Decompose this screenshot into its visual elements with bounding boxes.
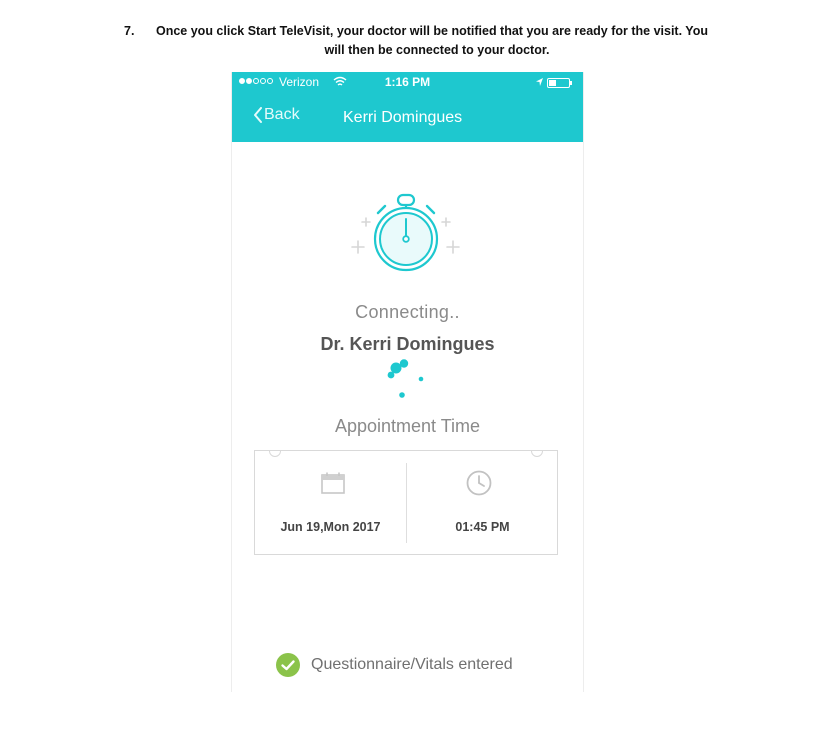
questionnaire-status: Questionnaire/Vitals entered bbox=[311, 656, 513, 673]
instruction-line-2: will then be connected to your doctor. bbox=[324, 43, 550, 57]
calendar-icon bbox=[321, 472, 345, 499]
step-number: 7. bbox=[124, 24, 135, 38]
phone-screenshot bbox=[231, 72, 584, 692]
stopwatch-icon bbox=[350, 192, 466, 281]
back-label: Back bbox=[264, 106, 300, 123]
status-time: 1:16 PM bbox=[384, 75, 431, 89]
appointment-time: 01:45 PM bbox=[455, 520, 510, 534]
loading-spinner-icon bbox=[384, 358, 434, 405]
instruction-line-1: Once you click Start TeleVisit, your doctor will be notified that you are ready for the visit. You bbox=[156, 24, 708, 38]
chevron-left-icon bbox=[253, 107, 263, 123]
status-bar bbox=[232, 72, 583, 94]
app-header bbox=[232, 72, 583, 142]
back-button[interactable] bbox=[253, 106, 300, 124]
card-notch-left bbox=[269, 445, 281, 457]
battery-icon bbox=[547, 78, 570, 88]
appointment-card bbox=[254, 450, 558, 555]
appointment-heading: Appointment Time bbox=[334, 416, 481, 436]
appointment-date: Jun 19,Mon 2017 bbox=[280, 520, 381, 534]
check-circle-icon bbox=[276, 653, 300, 682]
instruction-text bbox=[112, 22, 732, 60]
location-arrow-icon bbox=[535, 76, 544, 90]
card-notch-right bbox=[531, 445, 543, 457]
clock-icon bbox=[465, 469, 493, 502]
carrier-name: Verizon bbox=[279, 75, 320, 89]
doctor-name: Dr. Kerri Domingues bbox=[320, 334, 495, 354]
connecting-status: Connecting.. bbox=[355, 302, 460, 322]
nav-title: Kerri Domingues bbox=[343, 109, 463, 126]
